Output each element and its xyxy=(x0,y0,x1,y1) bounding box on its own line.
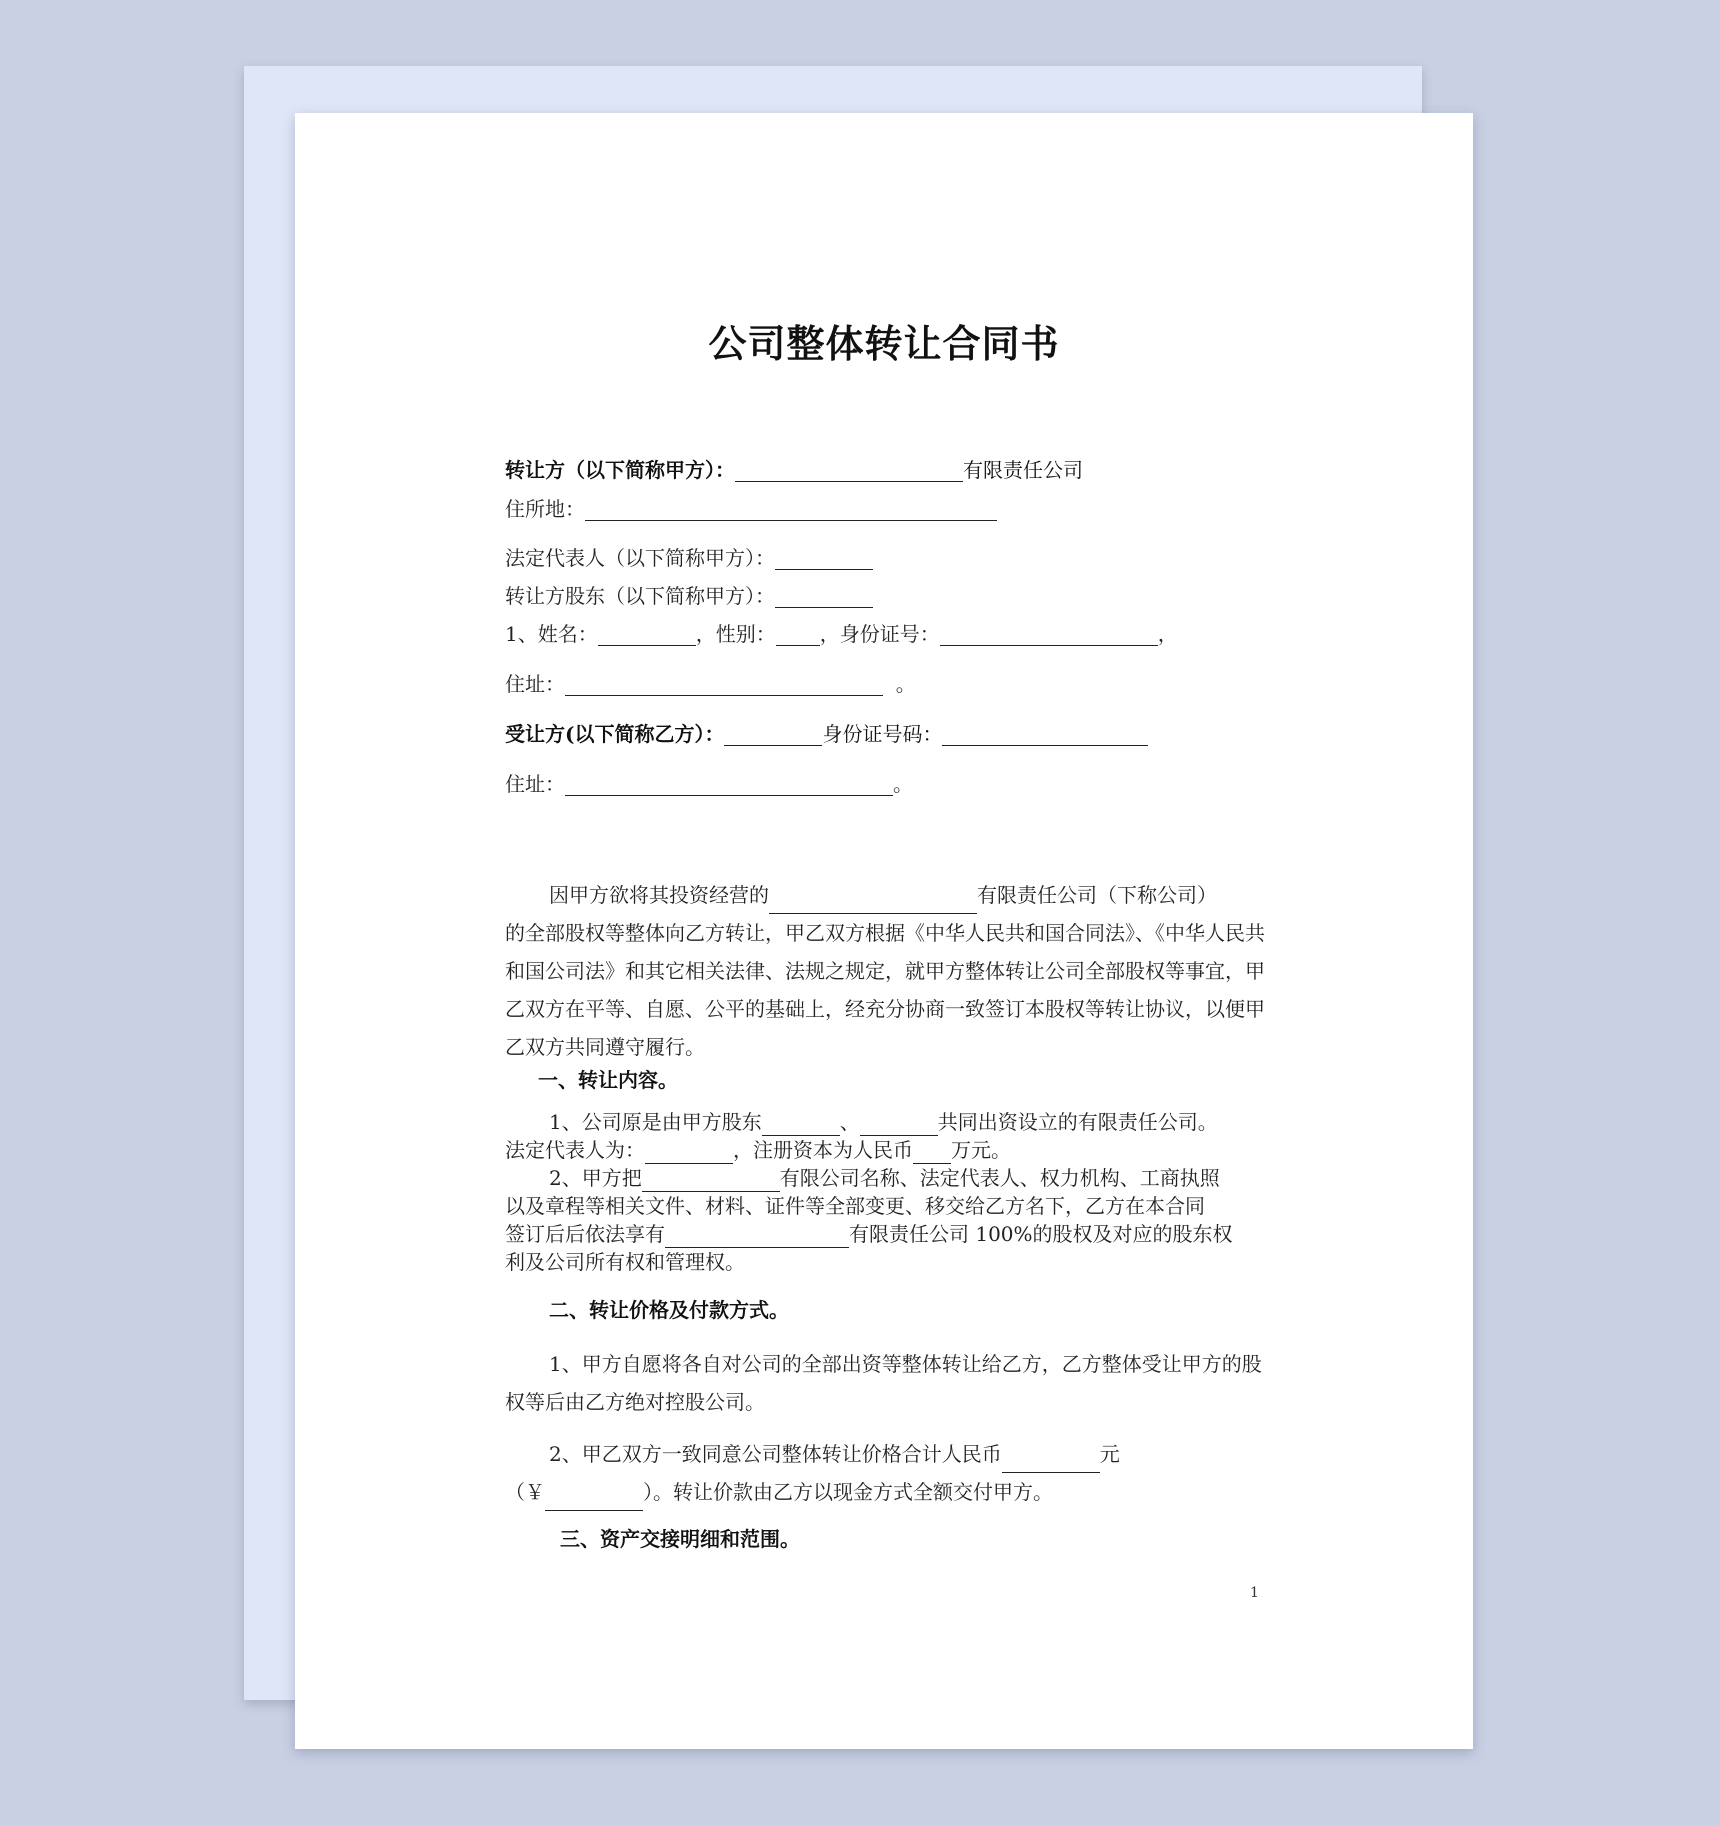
gender-blank[interactable] xyxy=(776,623,820,646)
name-blank[interactable] xyxy=(598,623,696,646)
id-blank[interactable] xyxy=(940,623,1158,646)
address-blank[interactable] xyxy=(585,498,997,521)
gender-label: ，性别： xyxy=(695,622,776,646)
address3-line xyxy=(505,772,913,796)
s2-item2-b: 元 xyxy=(1099,1442,1120,1466)
intro-line1-b: 有限责任公司（下称公司） xyxy=(977,883,1217,907)
s1-item2-c: 以及章程等相关文件、材料、证件等全部变更、移交给乙方名下，乙方在本合同 xyxy=(505,1194,1205,1218)
section2-item2 xyxy=(505,1435,1265,1511)
party-b-id-label: 身份证号码： xyxy=(822,722,943,746)
document-title: 公司整体转让合同书 xyxy=(708,322,1060,366)
legal-rep-line xyxy=(505,546,873,570)
section1-heading: 一、转让内容。 xyxy=(538,1068,678,1092)
s2-item2-a: 2、甲乙双方一致同意公司整体转让价格合计人民币 xyxy=(549,1442,1002,1466)
id-label: ，身份证号： xyxy=(819,622,940,646)
id-end: ， xyxy=(1157,622,1178,646)
shareholder-detail-line xyxy=(505,622,1178,646)
page-number: 1 xyxy=(1250,1585,1259,1601)
s1-item2-a: 2、甲方把 xyxy=(549,1166,642,1190)
s2-item2-c: （￥ xyxy=(505,1480,545,1504)
intro-rest: 的全部股权等整体向乙方转让，甲乙双方根据《中华人民共和国合同法》、《中华人民共和国公司法》和其它相关法律、法规之规定，就甲方整体转让公司全部股权等事宜，甲乙双方在平等、自愿、公平的基础上，经充分协商一致签订本股权等转让协议，以便甲乙双方共同遵守履行。 xyxy=(505,921,1265,1059)
s1-item1-d: 法定代表人为： xyxy=(505,1138,645,1162)
s1-item2-e: 有限责任公司 100%的股权及对应的股东权 xyxy=(849,1222,1233,1246)
s1-company2-blank[interactable] xyxy=(665,1225,849,1248)
address2-label: 住址： xyxy=(505,672,565,696)
s1-capital-blank[interactable] xyxy=(913,1141,951,1164)
s2-item2-d: ）。转让价款由乙方以现金方式全额交付甲方。 xyxy=(643,1480,1053,1504)
s2-item1: 1、甲方自愿将各自对公司的全部出资等整体转让给乙方，乙方整体受让甲方的股权等后由乙方绝对控股公司。 xyxy=(505,1352,1262,1414)
party-a-label: 转让方（以下简称甲方）： xyxy=(505,458,735,482)
address-label: 住所地： xyxy=(505,497,585,521)
address-line xyxy=(505,497,997,521)
party-b-blank[interactable] xyxy=(724,723,822,746)
s1-item1-f: 万元。 xyxy=(951,1138,1011,1162)
shareholder-line xyxy=(505,584,873,608)
party-a-blank[interactable] xyxy=(735,459,963,482)
s1-legalrep-blank[interactable] xyxy=(645,1141,733,1164)
intro-line1-a: 因甲方欲将其投资经营的 xyxy=(549,883,769,907)
party-a-suffix: 有限责任公司 xyxy=(963,458,1083,482)
s1-item1-b: 、 xyxy=(839,1110,860,1134)
legal-rep-blank[interactable] xyxy=(775,547,873,570)
document-page xyxy=(295,113,1473,1749)
name-label: 1、姓名： xyxy=(505,622,598,646)
s1-item2-d: 签订后后依法享有 xyxy=(505,1222,665,1246)
party-b-label: 受让方(以下简称乙方）： xyxy=(505,722,725,746)
address2-end: 。 xyxy=(895,672,916,696)
s1-item2-b: 有限公司名称、法定代表人、权力机构、工商执照 xyxy=(779,1166,1220,1190)
s1-shareholder2-blank[interactable] xyxy=(860,1113,938,1136)
party-a-line xyxy=(505,458,1083,482)
address3-blank[interactable] xyxy=(565,773,893,796)
section2-item1 xyxy=(505,1345,1265,1421)
address3-end: 。 xyxy=(893,772,913,796)
shareholder-label: 转让方股东（以下简称甲方）： xyxy=(505,584,775,608)
address2-blank[interactable] xyxy=(565,673,883,696)
address3-label: 住址： xyxy=(505,772,565,796)
s2-yen-blank[interactable] xyxy=(545,1488,643,1511)
legal-rep-label: 法定代表人（以下简称甲方）： xyxy=(505,546,775,570)
intro-paragraph xyxy=(505,876,1265,1066)
party-b-line xyxy=(505,722,1148,746)
s2-price-blank[interactable] xyxy=(1002,1450,1100,1473)
s1-company-blank[interactable] xyxy=(642,1169,780,1192)
intro-company-blank[interactable] xyxy=(769,891,977,914)
address2-line xyxy=(505,672,916,696)
s1-shareholder1-blank[interactable] xyxy=(762,1113,840,1136)
section1-body xyxy=(505,1108,1265,1276)
s1-item2-f: 利及公司所有权和管理权。 xyxy=(505,1250,745,1274)
s1-item1-e: ，注册资本为人民币 xyxy=(733,1138,913,1162)
party-b-id-blank[interactable] xyxy=(942,723,1148,746)
section3-heading: 三、资产交接明细和范围。 xyxy=(560,1527,800,1551)
s1-item1-c: 共同出资设立的有限责任公司。 xyxy=(937,1110,1218,1134)
section2-heading: 二、转让价格及付款方式。 xyxy=(549,1298,789,1322)
s1-item1-a: 1、公司原是由甲方股东 xyxy=(549,1110,762,1134)
shareholder-blank[interactable] xyxy=(775,585,873,608)
